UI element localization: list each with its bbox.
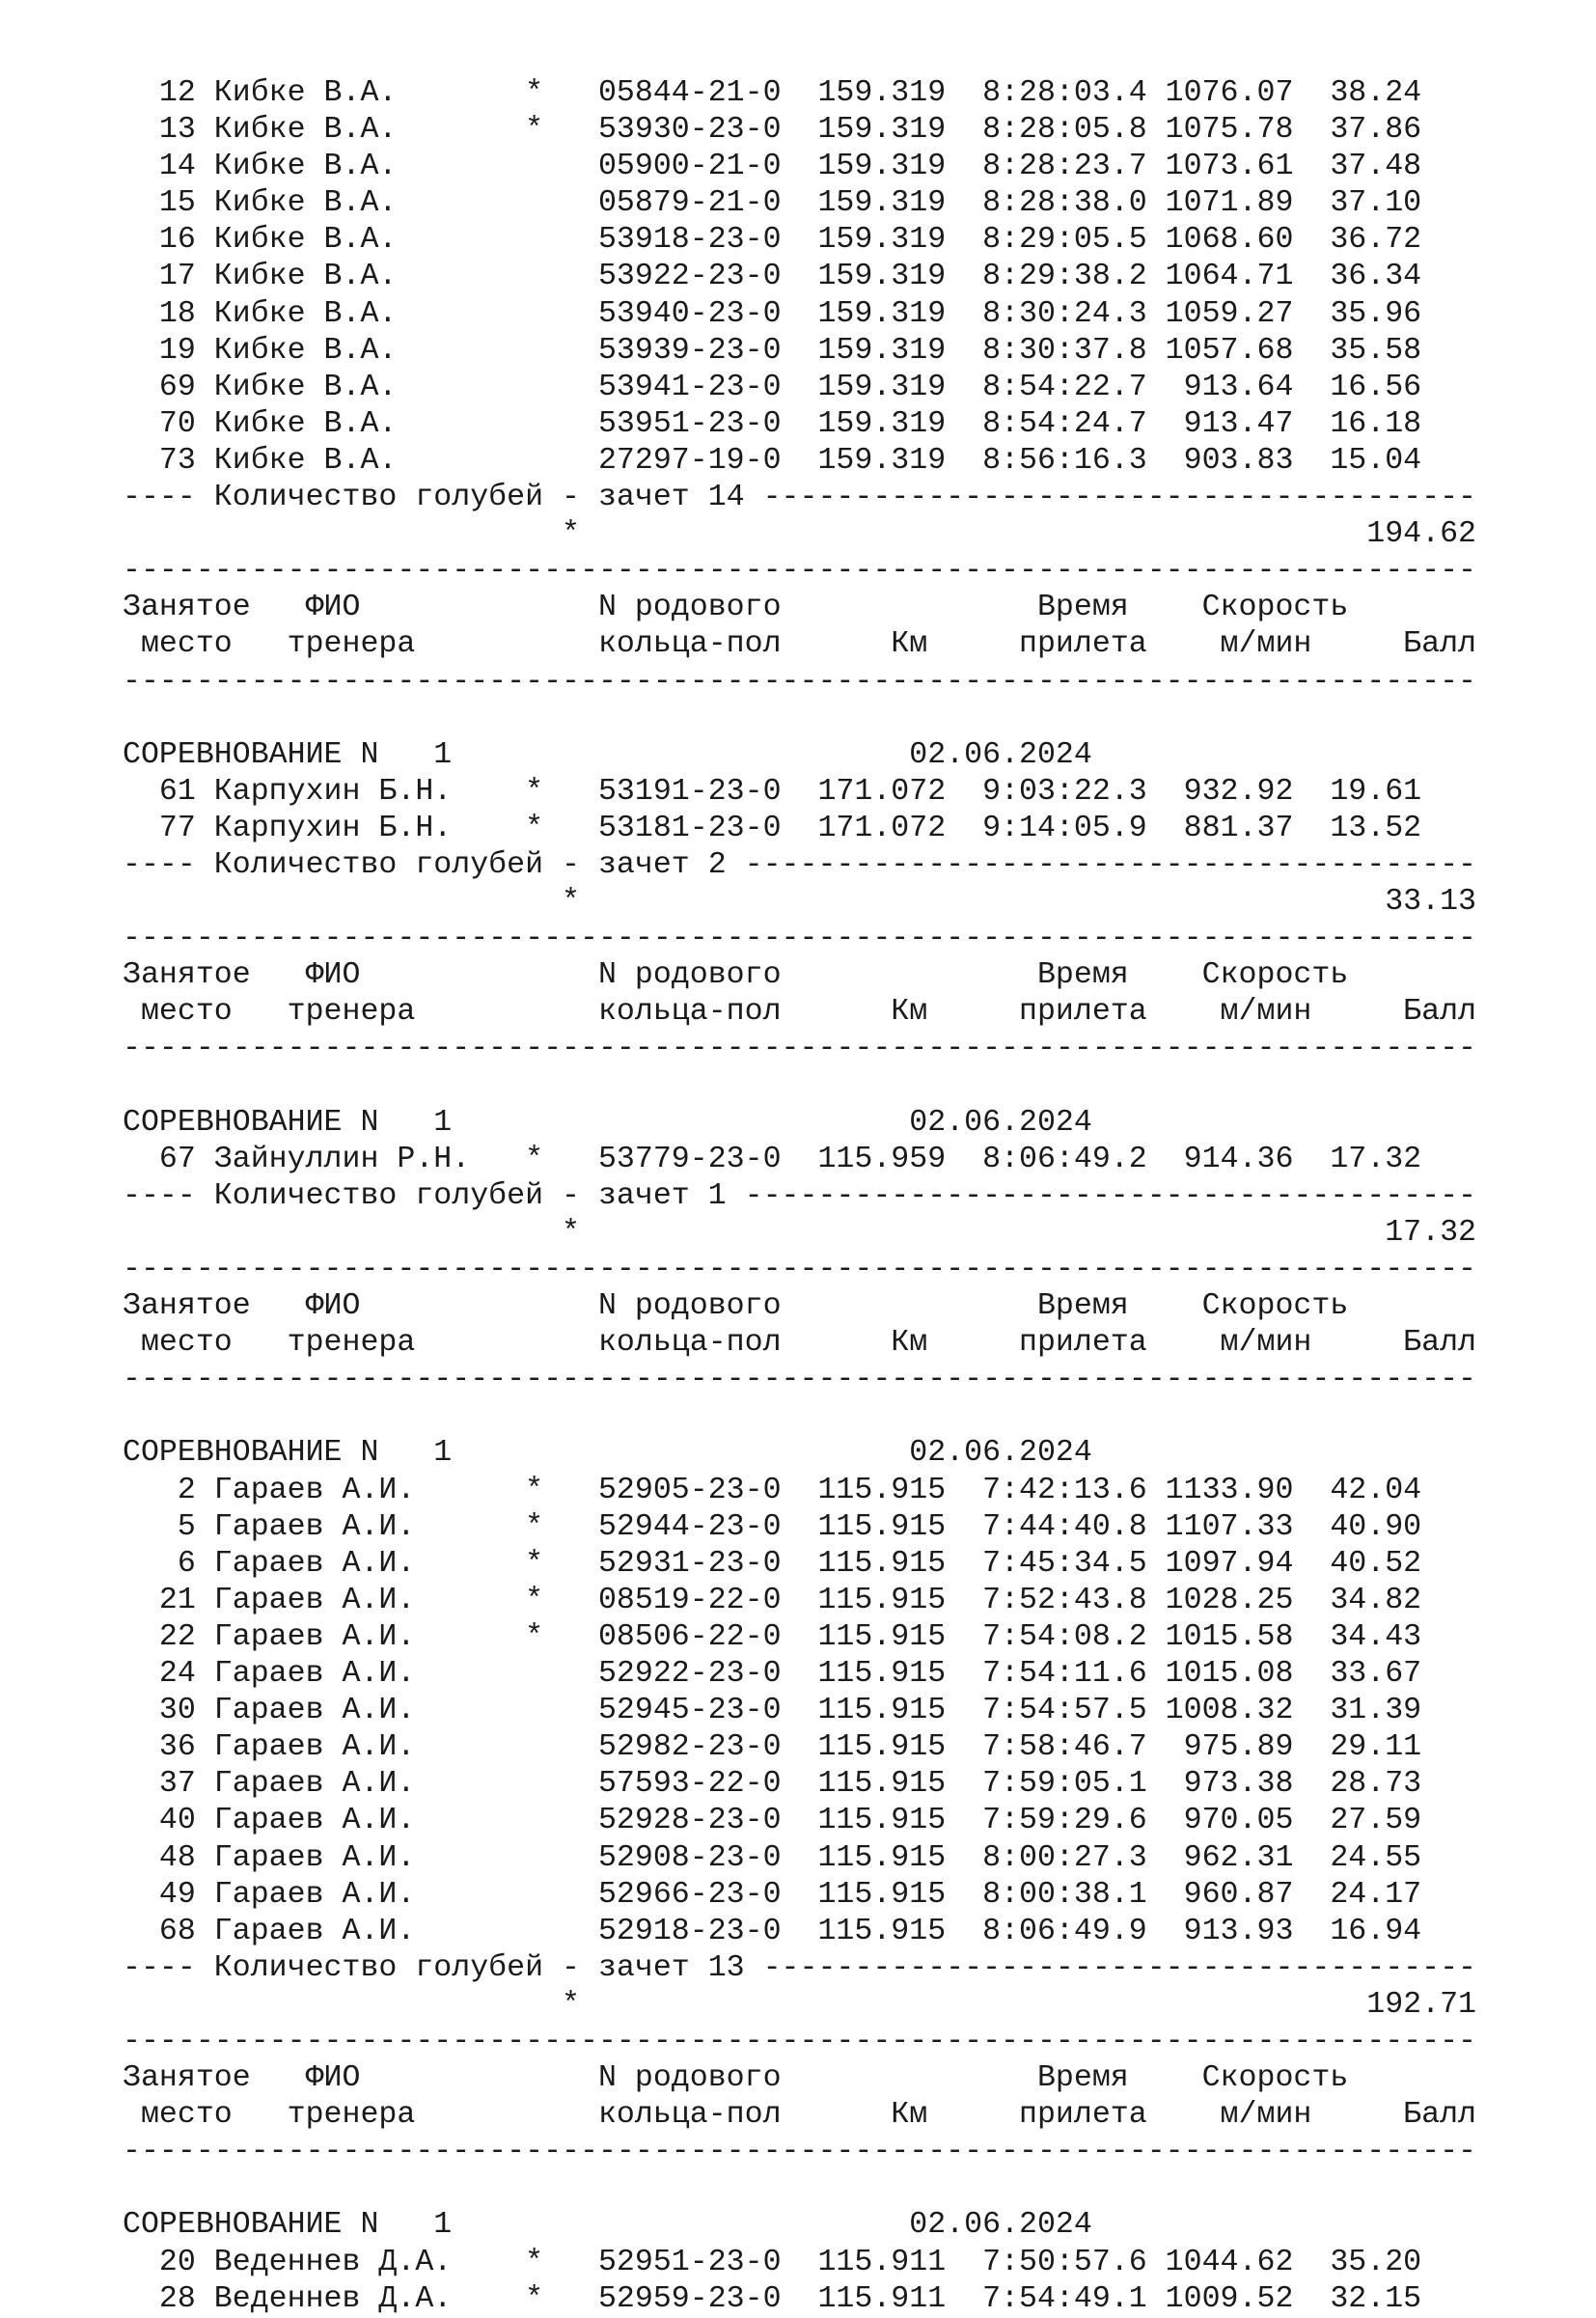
header-row-1: Занятое ФИО N родового Время Скорость	[123, 2061, 1349, 2096]
count-line: ---- Количество голубей - зачет 14 ---------------------------------------	[123, 481, 1476, 515]
result-row: 22 Гараев А.И. * 08506-22-0 115.915 7:54:08.2 1015.58 34.43	[123, 1619, 1422, 1654]
result-row: 40 Гараев А.И. 52928-23-0 115.915 7:59:29.6 970.05 27.59	[123, 1804, 1422, 1838]
result-row: 48 Гараев А.И. 52908-23-0 115.915 8:00:27.3 962.31 24.55	[123, 1840, 1422, 1875]
separator-line: --------------------------------------------------------------------------	[123, 664, 1476, 699]
result-row: 68 Гараев А.И. 52918-23-0 115.915 8:06:49.9 913.93 16.94	[123, 1914, 1422, 1948]
separator-line: --------------------------------------------------------------------------	[123, 2024, 1476, 2058]
result-row: 2 Гараев А.И. * 52905-23-0 115.915 7:42:13.6 1133.90 42.04	[123, 1473, 1422, 1507]
blank-line	[123, 701, 1531, 737]
result-row: 49 Гараев А.И. 52966-23-0 115.915 8:00:38.1 960.87 24.17	[123, 1877, 1422, 1912]
result-row: 15 Кибке В.А. 05879-21-0 159.319 8:28:38.0 1071.89 37.10	[123, 186, 1422, 221]
header-row-2: место тренера кольца-пол Км прилета м/мин Балл	[123, 995, 1476, 1030]
result-row: 6 Гараев А.И. * 52931-23-0 115.915 7:45:34.5 1097.94 40.52	[123, 1546, 1422, 1581]
result-row: 67 Зайнуллин Р.Н. * 53779-23-0 115.959 8:06:49.2 914.36 17.32	[123, 1142, 1422, 1176]
blank-line	[123, 2170, 1531, 2207]
result-row: 12 Кибке В.А. * 05844-21-0 159.319 8:28:03.4 1076.07 38.24	[123, 76, 1422, 110]
result-row: 16 Кибке В.А. 53918-23-0 159.319 8:29:05.5 1068.60 36.72	[123, 223, 1422, 258]
result-row: 13 Кибке В.А. * 53930-23-0 159.319 8:28:05.8 1075.78 37.86	[123, 113, 1422, 148]
result-row: 28 Веденнев Д.А. * 52959-23-0 115.911 7:54:49.1 1009.52 32.15	[123, 2281, 1422, 2316]
header-row-2: место тренера кольца-пол Км прилета м/мин Балл	[123, 1326, 1476, 1361]
separator-line: --------------------------------------------------------------------------	[123, 1032, 1476, 1066]
count-line: ---- Количество голубей - зачет 13 ---------------------------------------	[123, 1950, 1476, 1985]
count-line: ---- Количество голубей - зачет 2 ----------------------------------------	[123, 847, 1476, 882]
competition-line: СОРЕВНОВАНИЕ N 1 02.06.2024	[123, 1436, 1092, 1471]
separator-line: --------------------------------------------------------------------------	[123, 1253, 1476, 1286]
result-row: 69 Кибке В.А. 53941-23-0 159.319 8:54:22.7 913.64 16.56	[123, 370, 1422, 404]
result-row: 19 Кибке В.А. 53939-23-0 159.319 8:30:37.8 1057.68 35.58	[123, 333, 1422, 368]
total-line: * 17.32	[123, 1215, 1476, 1250]
separator-line: --------------------------------------------------------------------------	[123, 922, 1476, 956]
blank-line	[123, 1398, 1531, 1435]
result-row: 73 Кибке В.А. 27297-19-0 159.319 8:56:16.3 903.83 15.04	[123, 443, 1422, 478]
competition-line: СОРЕВНОВАНИЕ N 1 02.06.2024	[123, 2208, 1092, 2243]
result-row: 18 Кибке В.А. 53940-23-0 159.319 8:30:24.3 1059.27 35.96	[123, 296, 1422, 331]
total-line: * 194.62	[123, 517, 1476, 552]
header-row-1: Занятое ФИО N родового Время Скорость	[123, 958, 1349, 993]
result-row: 70 Кибке В.А. 53951-23-0 159.319 8:54:24.7 913.47 16.18	[123, 406, 1422, 441]
result-row: 24 Гараев А.И. 52922-23-0 115.915 7:54:11.6 1015.08 33.67	[123, 1657, 1422, 1692]
result-row: 17 Кибке В.А. 53922-23-0 159.319 8:29:38.2 1064.71 36.34	[123, 260, 1422, 294]
results-report	[123, 75, 1531, 2318]
separator-line: --------------------------------------------------------------------------	[123, 554, 1476, 589]
result-row: 61 Карпухин Б.Н. * 53191-23-0 171.072 9:03:22.3 932.92 19.61	[123, 774, 1422, 809]
header-row-2: место тренера кольца-пол Км прилета м/мин Балл	[123, 2098, 1476, 2133]
result-row: 14 Кибке В.А. 05900-21-0 159.319 8:28:23.7 1073.61 37.48	[123, 150, 1422, 184]
competition-line: СОРЕВНОВАНИЕ N 1 02.06.2024	[123, 1105, 1092, 1140]
result-row: 21 Гараев А.И. * 08519-22-0 115.915 7:52:43.8 1028.25 34.82	[123, 1583, 1422, 1617]
separator-line: --------------------------------------------------------------------------	[123, 2135, 1476, 2169]
result-row: 77 Карпухин Б.Н. * 53181-23-0 171.072 9:14:05.9 881.37 13.52	[123, 811, 1422, 845]
result-row: 37 Гараев А.И. 57593-22-0 115.915 7:59:05.1 973.38 28.73	[123, 1767, 1422, 1802]
count-line: ---- Количество голубей - зачет 1 ----------------------------------------	[123, 1178, 1476, 1213]
separator-line: --------------------------------------------------------------------------	[123, 1363, 1476, 1397]
result-row: 20 Веденнев Д.А. * 52951-23-0 115.911 7:50:57.6 1044.62 35.20	[123, 2245, 1422, 2279]
header-row-1: Занятое ФИО N родового Время Скорость	[123, 591, 1349, 625]
result-row: 30 Гараев А.И. 52945-23-0 115.915 7:54:57.5 1008.32 31.39	[123, 1694, 1422, 1728]
blank-line	[123, 1068, 1531, 1105]
total-line: * 33.13	[123, 885, 1476, 920]
header-row-1: Занятое ФИО N родового Время Скорость	[123, 1289, 1349, 1324]
result-row: 5 Гараев А.И. * 52944-23-0 115.915 7:44:40.8 1107.33 40.90	[123, 1509, 1422, 1544]
result-row: 36 Гараев А.И. 52982-23-0 115.915 7:58:46.7 975.89 29.11	[123, 1730, 1422, 1765]
header-row-2: место тренера кольца-пол Км прилета м/мин Балл	[123, 627, 1476, 662]
competition-line: СОРЕВНОВАНИЕ N 1 02.06.2024	[123, 737, 1092, 772]
total-line: * 192.71	[123, 1987, 1476, 2022]
